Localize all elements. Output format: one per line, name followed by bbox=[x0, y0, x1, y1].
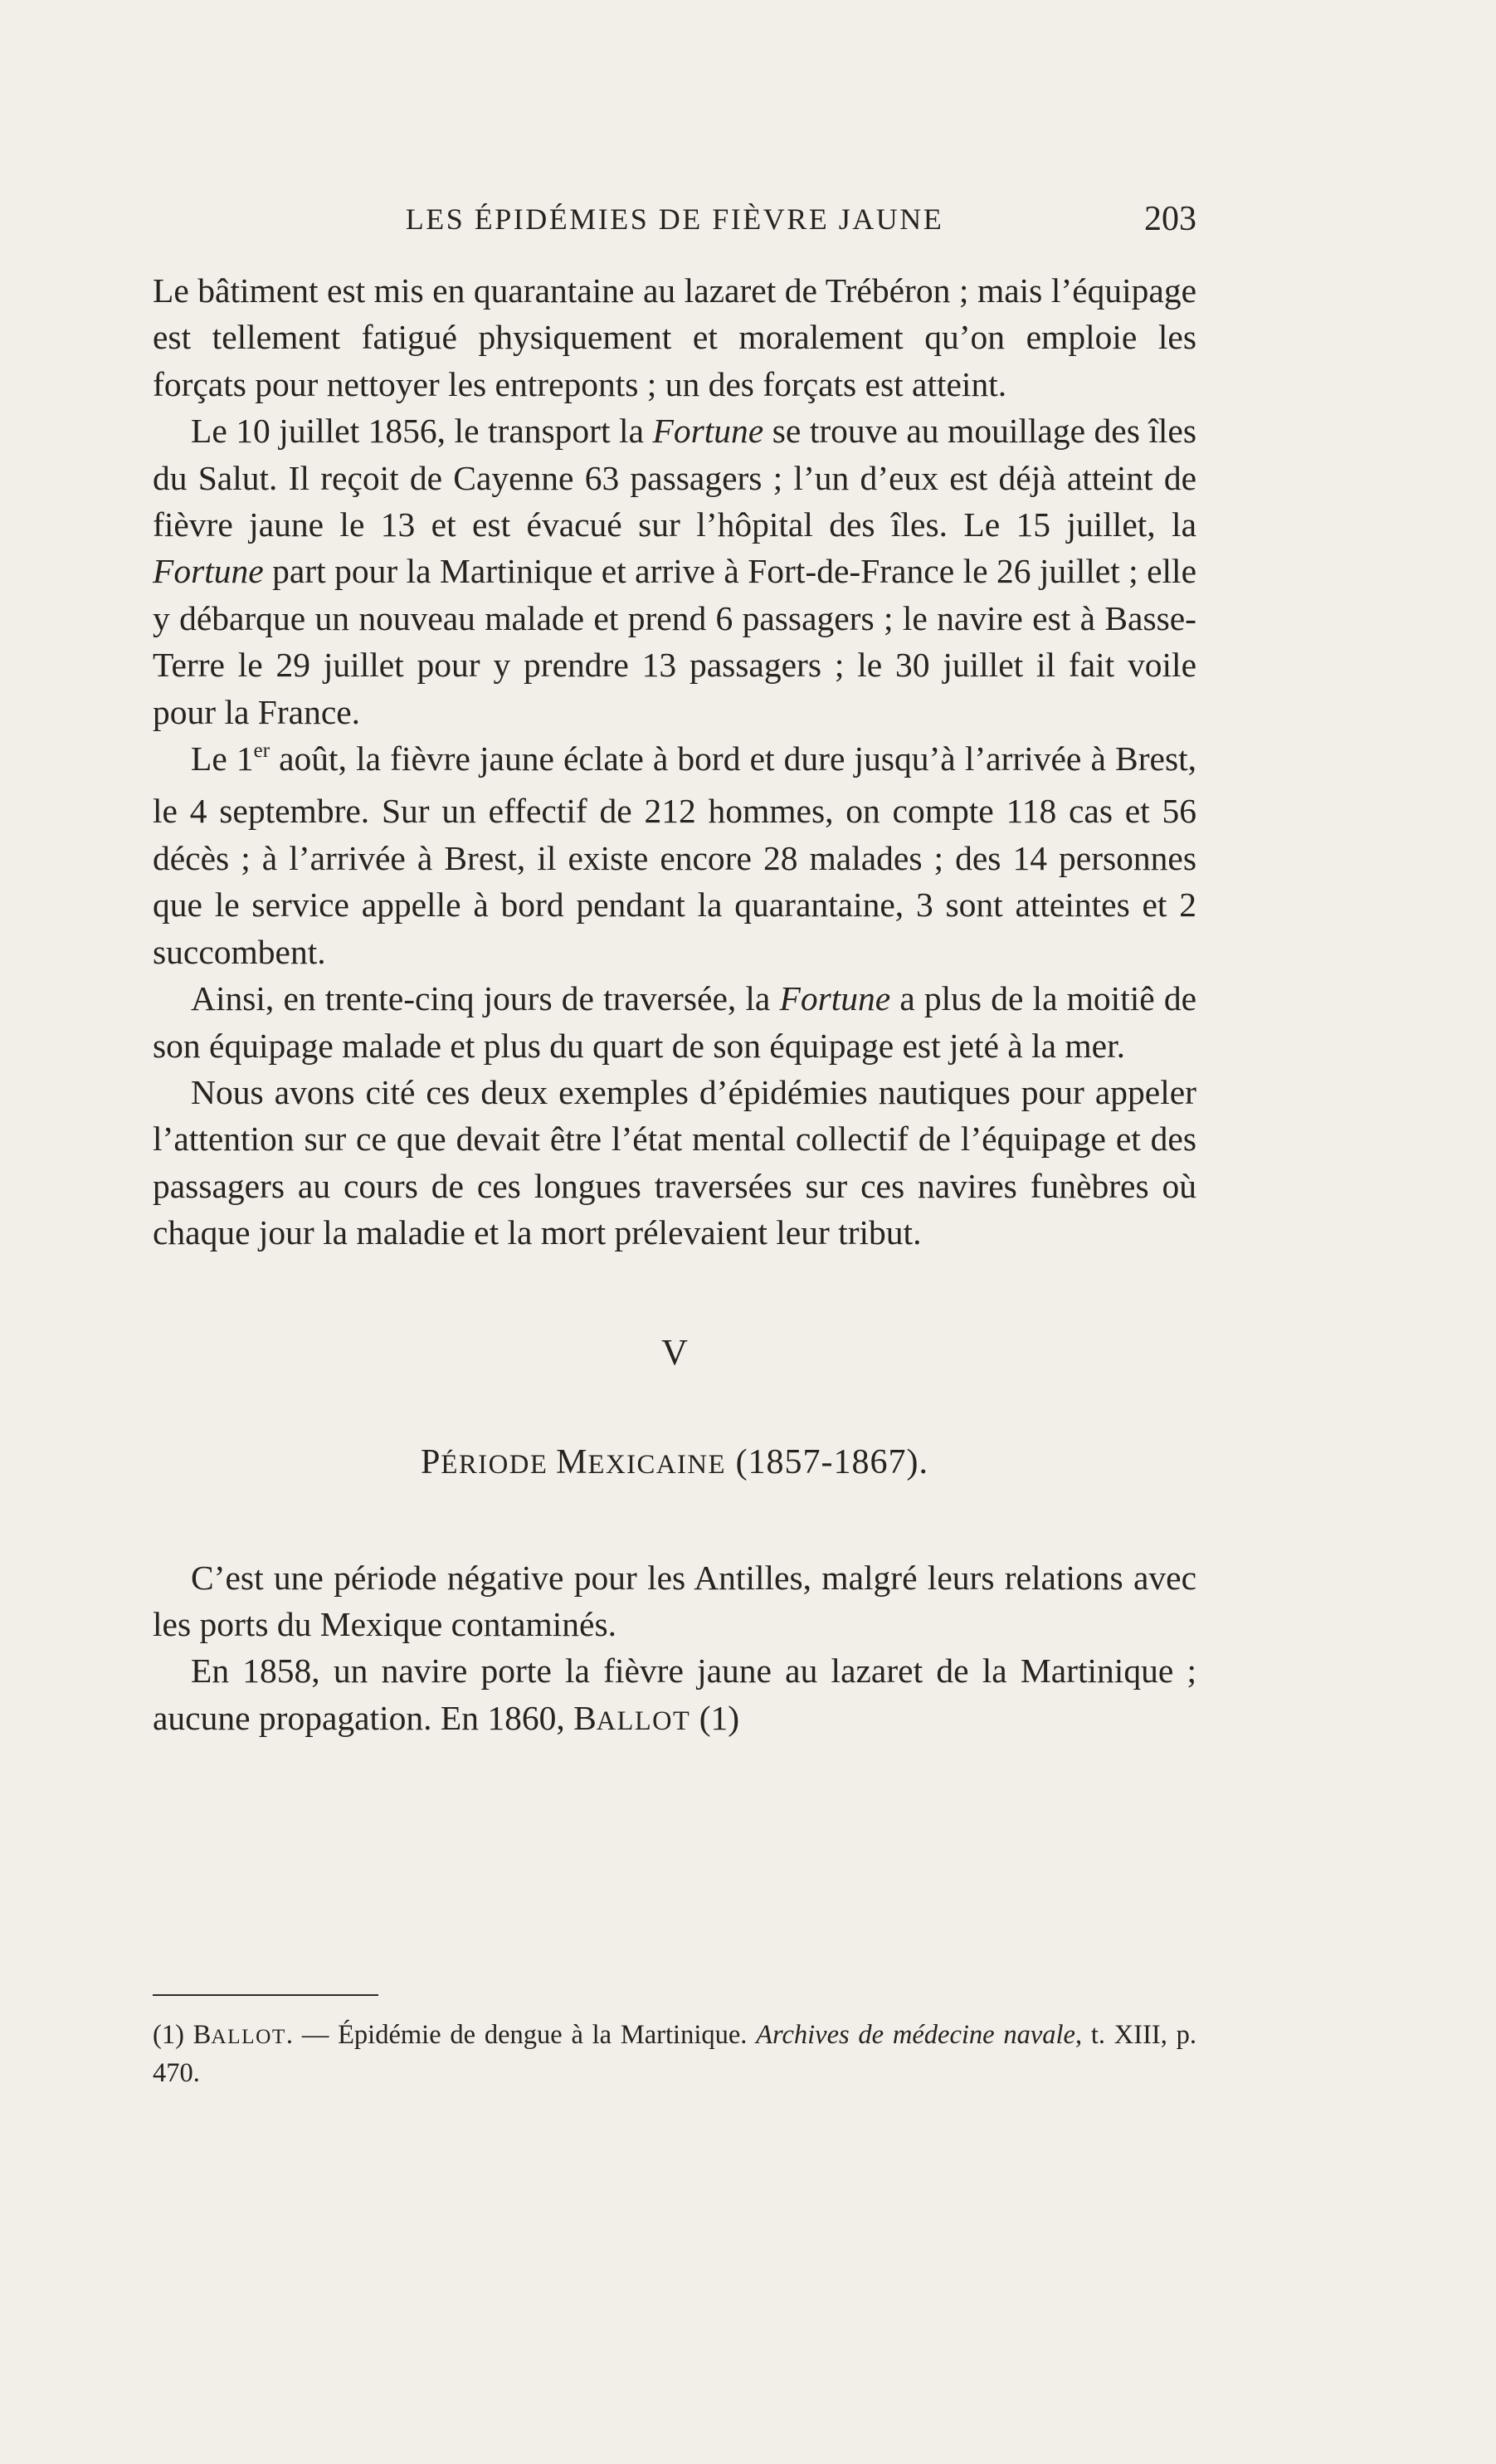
footnote-rule bbox=[153, 1994, 378, 1996]
ordinal-superscript: er bbox=[253, 739, 270, 762]
title-smallcaps: EXICAINE bbox=[587, 1449, 727, 1480]
author-smallcaps: ALLOT bbox=[596, 1705, 691, 1736]
paragraph-6: C’est une période négative pour les Antilles, malgré leurs relations avec les ports du Mexique contaminés. bbox=[153, 1558, 1196, 1643]
title-initial: P bbox=[420, 1442, 441, 1481]
footnote-author-initial: B bbox=[192, 2020, 212, 2050]
footnote-reference-detail: , t. XIII, p. 470. bbox=[153, 2020, 1197, 2088]
ship-name: Fortune bbox=[779, 979, 891, 1018]
footnote bbox=[153, 2017, 1196, 2091]
section-title bbox=[153, 1439, 1196, 1488]
running-head bbox=[153, 196, 1196, 242]
text-run: a plus de la moitiê de son équipage malade et plus du quart de son équipage est jeté à la mer. bbox=[153, 979, 1196, 1065]
page-number: 203 bbox=[1144, 200, 1196, 238]
title-dates: (1857-1867). bbox=[726, 1442, 929, 1481]
footnote-text: . — Épidémie de dengue à la Martinique. bbox=[285, 2020, 757, 2050]
ship-name: Fortune bbox=[652, 412, 764, 451]
author-initial: B bbox=[573, 1698, 597, 1737]
ship-name: Fortune bbox=[153, 552, 264, 591]
paragraph-2 bbox=[153, 407, 1196, 735]
section-numeral: V bbox=[661, 1331, 688, 1373]
text-run: Ainsi, en trente-cinq jours de traversée, la bbox=[191, 979, 780, 1018]
text-run: se trouve au mouillage des îles du Salut. Il reçoit de Cayenne 63 passagers ; l’un d’eux est déjà atteint de fièvre jaune le 13 et est évacué sur l’hôpital des îles. Le 15 juillet, la bbox=[153, 412, 1196, 544]
text-run: Le 10 juillet 1856, le transport la bbox=[191, 412, 653, 451]
footnote-journal: Archives de médecine navale bbox=[756, 2020, 1075, 2050]
running-title: LES ÉPIDÉMIES DE FIÈVRE JAUNE bbox=[405, 202, 944, 236]
body-text bbox=[153, 267, 1196, 1744]
paragraph-5: Nous avons cité ces deux exemples d’épidémies nautiques pour appeler l’attention sur ce que devait être l’état mental collectif de l’équipage et des passagers au cours de ces longues traversées sur ces navires funèbres où chaque jour la maladie et la mort prélevaient leur tribut. bbox=[153, 1072, 1196, 1252]
title-initial: M bbox=[556, 1442, 588, 1481]
paragraph-1: Le bâtiment est mis en quarantaine au lazaret de Trébéron ; mais l’équipage est tellement fatigué physiquement et moralement qu’on emploie les forçats pour nettoyer les entreponts ; un des forçats est atteint. bbox=[153, 271, 1196, 403]
footnote-mark: (1) bbox=[153, 2020, 193, 2050]
footnote-reference: (1) bbox=[690, 1698, 740, 1737]
paragraph-3 bbox=[153, 735, 1196, 975]
text-run: part pour la Martinique et arrive à Fort-de-France le 26 juillet ; elle y débarque un nouveau malade et prend 6 passagers ; le navire est à Basse-Terre le 29 juillet pour y prendre 13 passagers ; le 30 juillet il fait voile pour la France. bbox=[153, 552, 1196, 731]
text-run: En 1858, un navire porte la fièvre jaune au lazaret de la Martinique ; aucune propagation. En 1860, bbox=[153, 1652, 1196, 1737]
paragraph-4 bbox=[153, 975, 1196, 1069]
footnote-author-smallcaps: ALLOT bbox=[211, 2025, 286, 2048]
title-smallcaps: ÉRIODE bbox=[441, 1449, 557, 1480]
text-run: Le 1 bbox=[191, 739, 254, 778]
paragraph-7 bbox=[153, 1647, 1196, 1744]
text-run: août, la fièvre jaune éclate à bord et dure jusqu’à l’arrivée à Brest, le 4 septembre. Sur un effectif de 212 hommes, on compte 118 cas et 56 décès ; à l’arrivée à Brest, il existe encore 28 malades ; des 14 personnes que le service appelle à bord pendant la quarantaine, 3 sont atteintes et 2 succombent. bbox=[153, 739, 1196, 971]
